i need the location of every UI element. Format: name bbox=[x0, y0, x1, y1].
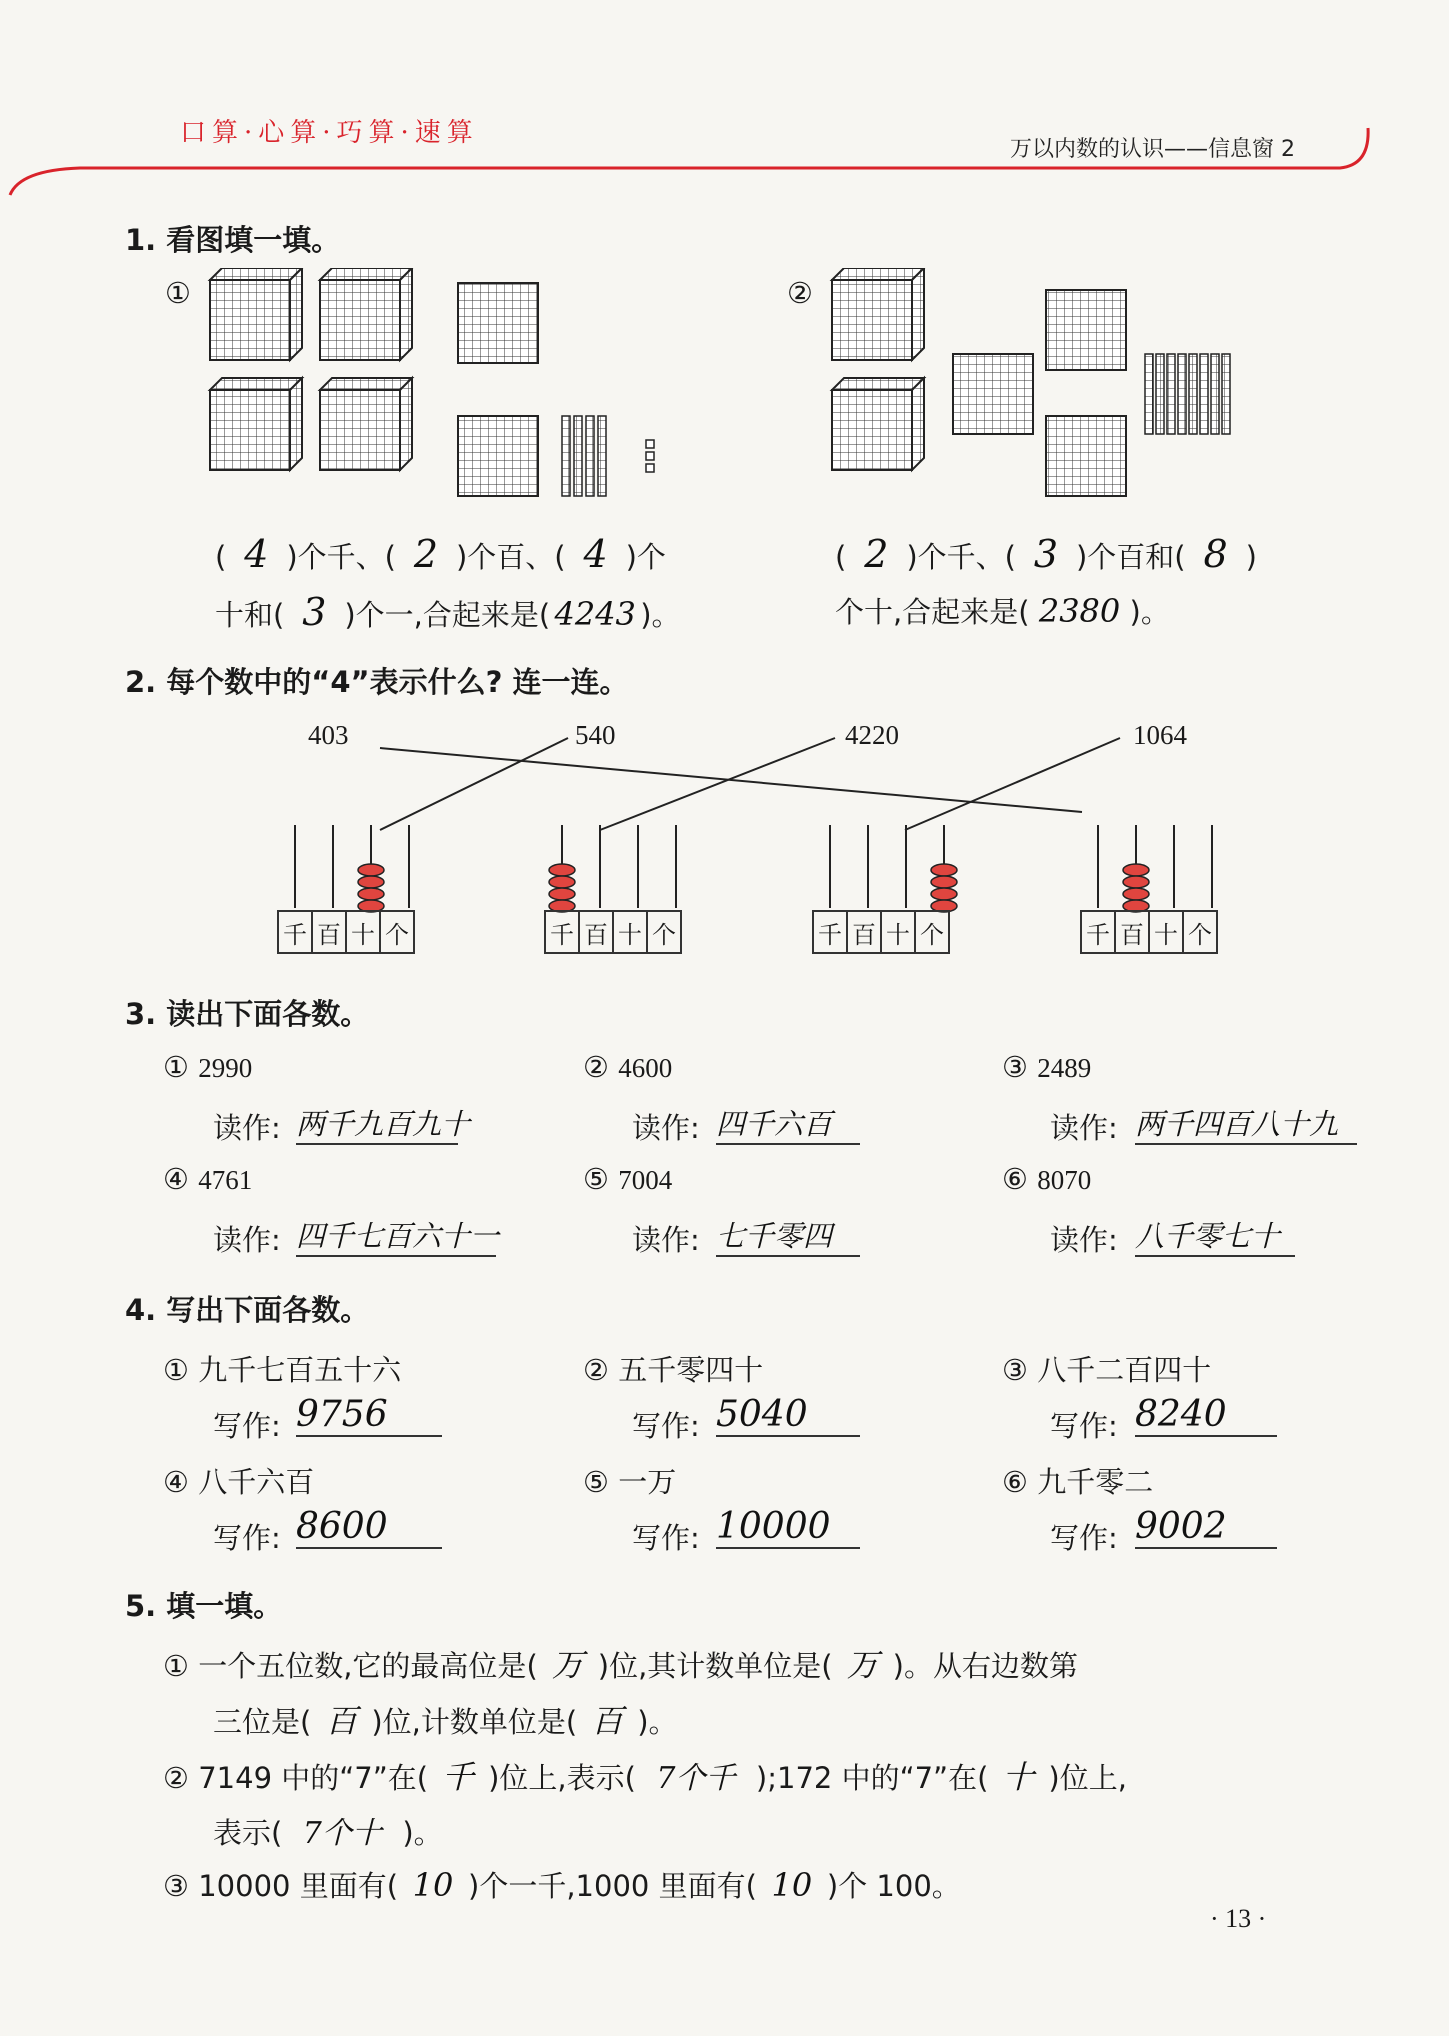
q4-answer-1[interactable]: 9756 bbox=[296, 1394, 442, 1437]
q1-p1-answer-tens[interactable]: 4 bbox=[583, 532, 608, 576]
q3-item-4: ④ 4761 bbox=[163, 1162, 253, 1196]
q1-p1-marker: ① bbox=[165, 276, 191, 310]
q1-p2-answer-hundreds[interactable]: 3 bbox=[1033, 532, 1059, 576]
q5-line-3: ② 7149 中的“7”在( 千 )位上,表示( 7个千 );172 中的“7”在( 十 )位上, bbox=[163, 1752, 1127, 1798]
q5-answer-7149-place[interactable]: 千 bbox=[442, 1758, 475, 1796]
q4-item-1: ① 九千七百五十六 bbox=[163, 1353, 402, 1387]
q5-answer-third-place[interactable]: 百 bbox=[325, 1702, 358, 1740]
q3-item-2: ② 4600 bbox=[583, 1050, 673, 1084]
q3-item-3: ③ 2489 bbox=[1002, 1050, 1092, 1084]
q5-answer-172-place[interactable]: 十 bbox=[1002, 1758, 1035, 1796]
q2-number-4: 1064 bbox=[1133, 720, 1187, 750]
q3-item-5: ⑤ 7004 bbox=[583, 1162, 673, 1196]
q1-title: 1. 看图填一填。 bbox=[125, 223, 341, 257]
q1-p2-answer-tens[interactable]: 8 bbox=[1203, 532, 1228, 576]
page-number: · 13 · bbox=[1210, 1904, 1267, 1933]
q4-item-2: ② 五千零四十 bbox=[583, 1353, 764, 1387]
abacus-3-place-labels: 千 百 十 个 bbox=[812, 910, 950, 954]
q4-item-6: ⑥ 九千零二 bbox=[1002, 1465, 1154, 1499]
q4-item-3: ③ 八千二百四十 bbox=[1002, 1353, 1212, 1387]
abacus-4-place-labels: 千 百 十 个 bbox=[1080, 910, 1218, 954]
q4-answer-4[interactable]: 8600 bbox=[296, 1506, 442, 1549]
q3-answer-4[interactable]: 四千七百六十一 bbox=[296, 1214, 496, 1257]
q5-line-2: 三位是( 百 )位,计数单位是( 百 )。 bbox=[213, 1696, 678, 1742]
q5-answer-thousands-in-10000[interactable]: 10 bbox=[412, 1866, 454, 1904]
q2-number-3: 4220 bbox=[845, 720, 899, 750]
q2-title: 2. 每个数中的“4”表示什么? 连一连。 bbox=[125, 665, 629, 699]
q5-answer-172-meaning[interactable]: 7个十 bbox=[302, 1816, 382, 1851]
q1-p2-marker: ② bbox=[787, 276, 813, 310]
q1-p2-answer-total[interactable]: 2380 bbox=[1038, 592, 1121, 630]
q1-p2-line1: ( 2 )个千、( 3 )个百和( 8 ) bbox=[835, 532, 1257, 576]
q4-title: 4. 写出下面各数。 bbox=[125, 1293, 370, 1327]
header-right-title: 万以内数的认识——信息窗 2 bbox=[1010, 137, 1295, 162]
q1-p1-line2: 十和( 3 )个一,合起来是( 4243 )。 bbox=[215, 590, 681, 634]
q5-answer-counting-unit[interactable]: 万 bbox=[846, 1646, 879, 1684]
q5-line-1: ① 一个五位数,它的最高位是( 万 )位,其计数单位是( 万 )。从右边数第 bbox=[163, 1640, 1078, 1686]
q1-p1-answer-hundreds[interactable]: 2 bbox=[413, 532, 439, 576]
q1-p1-answer-ones[interactable]: 3 bbox=[302, 590, 327, 634]
q3-answer-6[interactable]: 八千零七十 bbox=[1135, 1214, 1295, 1257]
q3-item-6: ⑥ 8070 bbox=[1002, 1162, 1092, 1196]
q3-item-1: ① 2990 bbox=[163, 1050, 253, 1084]
q3-answer-2[interactable]: 四千六百 bbox=[716, 1102, 860, 1145]
q1-p1-answer-thousands[interactable]: 4 bbox=[244, 532, 269, 576]
q4-answer-3[interactable]: 8240 bbox=[1135, 1394, 1277, 1437]
abacus-beads bbox=[358, 864, 1149, 912]
q5-answer-hundreds-in-1000[interactable]: 10 bbox=[771, 1866, 813, 1904]
abacus-2-place-labels: 千 百 十 个 bbox=[544, 910, 682, 954]
q1-p1-answer-total[interactable]: 4243 bbox=[554, 595, 636, 633]
q3-answer-5[interactable]: 七千零四 bbox=[716, 1214, 860, 1257]
abacus-1-place-labels: 千 百 十 个 bbox=[277, 910, 415, 954]
matching-lines bbox=[0, 0, 1449, 1000]
q4-answer-2[interactable]: 5040 bbox=[716, 1394, 860, 1437]
q5-answer-7149-meaning[interactable]: 7个千 bbox=[656, 1761, 736, 1796]
q5-title: 5. 填一填。 bbox=[125, 1589, 283, 1623]
q5-answer-third-unit[interactable]: 百 bbox=[591, 1702, 624, 1740]
header-left-title: 口算·心算·巧算·速算 bbox=[180, 118, 479, 148]
q1-p2-line2: 个十,合起来是( 2380 )。 bbox=[835, 592, 1170, 630]
q5-answer-highest-place[interactable]: 万 bbox=[551, 1646, 584, 1684]
q3-answer-3[interactable]: 两千四百八十九 bbox=[1135, 1102, 1357, 1145]
q2-number-2: 540 bbox=[575, 720, 616, 750]
q1-p1-line1: ( 4 )个千、( 2 )个百、( 4 )个 bbox=[215, 532, 666, 576]
q4-answer-6[interactable]: 9002 bbox=[1135, 1506, 1277, 1549]
q2-number-1: 403 bbox=[308, 720, 349, 750]
q3-title: 3. 读出下面各数。 bbox=[125, 997, 370, 1031]
q5-line-5: ③ 10000 里面有( 10 )个一千,1000 里面有( 10 )个 100。 bbox=[163, 1866, 961, 1904]
q4-item-5: ⑤ 一万 bbox=[583, 1465, 677, 1499]
q5-line-4: 表示( 7个十 )。 bbox=[213, 1808, 443, 1852]
q1-p2-answer-thousands[interactable]: 2 bbox=[864, 532, 889, 576]
q4-item-4: ④ 八千六百 bbox=[163, 1465, 315, 1499]
q3-answer-1[interactable]: 两千九百九十 bbox=[296, 1102, 458, 1145]
q4-answer-5[interactable]: 10000 bbox=[716, 1506, 860, 1549]
